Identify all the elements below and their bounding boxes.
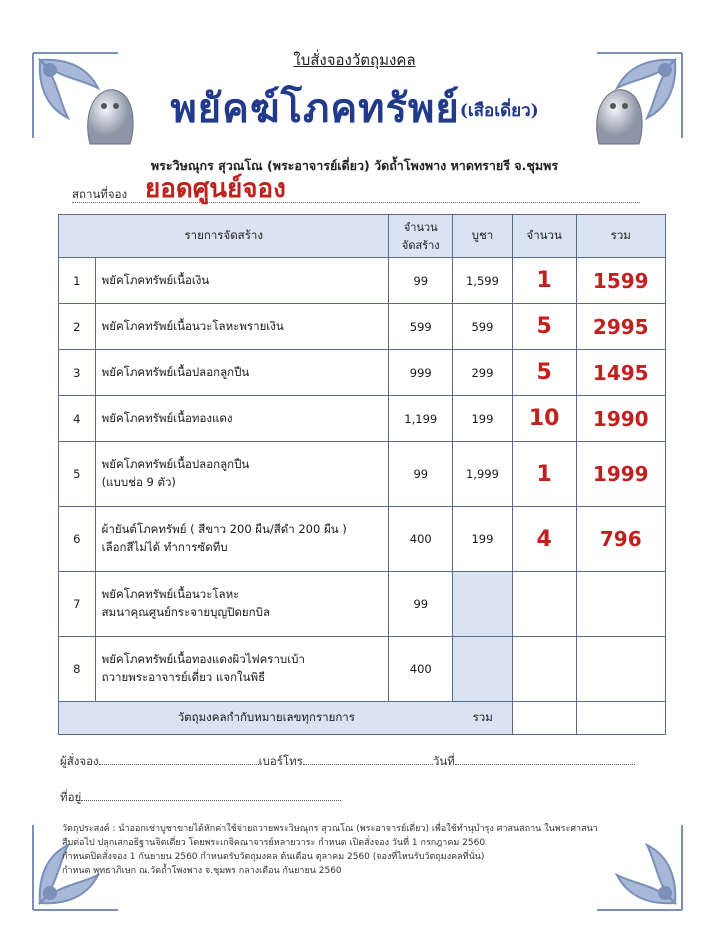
row-total[interactable]: 1495 [576, 350, 665, 396]
form-subtitle: ใบสั่งจองวัตถุมงคล [293, 51, 416, 69]
notes-block [62, 822, 662, 878]
title-paren: (เสือเดี่ยว) [459, 101, 539, 121]
address-line [60, 788, 341, 807]
row-total[interactable]: 1990 [576, 396, 665, 442]
row-total[interactable]: 796 [576, 507, 665, 572]
row-qty-made: 999 [389, 350, 453, 396]
footer-sum-count[interactable] [512, 702, 576, 735]
row-item-name: ผ้ายันต์โภคทรัพย์ ( สีขาว 200 ผืน/สีดำ 200 ผืน ) เลือกสีไม่ได้ ทำการซัดทีบ [95, 507, 389, 572]
row-item-name: พยัคโภคทรัพย์เนื้อนวะโลหะพรายเงิน [95, 304, 389, 350]
table-row [59, 258, 666, 304]
table-row [59, 304, 666, 350]
header-total: รวม [576, 215, 665, 258]
order-table [58, 214, 666, 735]
footer-sum-total[interactable] [576, 702, 665, 735]
address-field[interactable] [81, 788, 341, 801]
header-price: บูชา [453, 215, 513, 258]
notes-line: กำหนดปิดสั่งจอง 1 กันยายน 2560 กำหนดรับวัตถุมงคล ต้นเดือน ตุลาคม 2560 (จองที่ไหนรับวัตถุมงคลที่นั่น) [62, 852, 485, 862]
row-number: 8 [59, 637, 96, 702]
row-qty-made: 99 [389, 572, 453, 637]
row-total[interactable]: 1599 [576, 258, 665, 304]
row-price: 199 [453, 507, 513, 572]
row-number: 7 [59, 572, 96, 637]
row-number: 1 [59, 258, 96, 304]
table-row [59, 350, 666, 396]
row-count[interactable]: 5 [512, 304, 576, 350]
row-price [453, 572, 513, 637]
row-total[interactable] [576, 572, 665, 637]
row-price: 299 [453, 350, 513, 396]
orderer-label: ผู้สั่งจอง [60, 754, 99, 768]
orderer-line [60, 752, 635, 771]
row-price [453, 637, 513, 702]
temple-line: พระวิษณุกร สุวณโณ (พระอาจารย์เดี่ยว) วัดถ้ำโพงพาง หาดทรายรี จ.ชุมพร [150, 158, 559, 173]
row-qty-made: 1,199 [389, 396, 453, 442]
orderer-field[interactable] [99, 752, 259, 765]
header-qty-made: จำนวน จัดสร้าง [389, 215, 453, 258]
row-price: 599 [453, 304, 513, 350]
title-main: พยัคฆ์โภคทรัพย์ [170, 85, 460, 132]
header-item: รายการจัดสร้าง [59, 215, 389, 258]
row-item-name: พยัคโภคทรัพย์เนื้อปลอกลูกปืน (แบบช่อ 9 ตัว) [95, 442, 389, 507]
table-row [59, 396, 666, 442]
row-price: 1,999 [453, 442, 513, 507]
row-count[interactable]: 1 [512, 442, 576, 507]
row-total[interactable]: 2995 [576, 304, 665, 350]
row-count[interactable] [512, 572, 576, 637]
phone-label: เบอร์โทร [258, 754, 303, 768]
row-number: 3 [59, 350, 96, 396]
row-total[interactable] [576, 637, 665, 702]
table-row [59, 442, 666, 507]
row-number: 2 [59, 304, 96, 350]
table-row [59, 637, 666, 702]
row-qty-made: 599 [389, 304, 453, 350]
row-item-name: พยัคโภคทรัพย์เนื้อทองแดง [95, 396, 389, 442]
notes-line: วัตถุประสงค์ : นำออกเช่าบูชาขายได้หักค่าใช้จ่ายถวายพระวิษณุกร สุวณโณ (พระอาจารย์เดี่ยว) เพื่อใช้ทำนุบำรุง ศาสนสถาน ในพระศาสนา [62, 824, 598, 834]
row-qty-made: 400 [389, 507, 453, 572]
header-count: จำนวน [512, 215, 576, 258]
row-count[interactable]: 10 [512, 396, 576, 442]
row-total[interactable]: 1999 [576, 442, 665, 507]
row-price: 1,599 [453, 258, 513, 304]
row-qty-made: 99 [389, 258, 453, 304]
address-label: ที่อยู่ [60, 790, 82, 804]
phone-field[interactable] [303, 752, 433, 765]
footer-sum-label: รวม [472, 710, 493, 724]
row-count[interactable] [512, 637, 576, 702]
row-item-name: พยัคโภคทรัพย์เนื้อทองแดงผิวไฟคราบเบ้า ถวายพระอาจารย์เดี่ยว แจกในพิธี [95, 637, 389, 702]
table-row [59, 572, 666, 637]
row-item-name: พยัคโภคทรัพย์เนื้อเงิน [95, 258, 389, 304]
date-field[interactable] [455, 752, 635, 765]
row-count[interactable]: 5 [512, 350, 576, 396]
row-qty-made: 99 [389, 442, 453, 507]
table-header-row [59, 215, 666, 258]
place-label: สถานที่จอง [72, 187, 128, 201]
notes-line: สืบต่อไป ปลุกเสกอธิฐานจิตเดี่ยว โดยพระเกจิคณาจารย์หลายวาระ กำหนด เปิดสั่งจอง วันที่ 1 กรกฎาคม 2560 [62, 838, 486, 848]
table-footer-row [59, 702, 666, 735]
notes-line: กำหนด พุทธาภิเษก ณ.วัดถ้ำโพงพาง จ.ชุมพร กลางเดือน กันยายน 2560 [62, 866, 342, 876]
date-label: วันที่ [432, 754, 455, 768]
row-item-name: พยัคโภคทรัพย์เนื้อปลอกลูกปืน [95, 350, 389, 396]
row-number: 4 [59, 396, 96, 442]
page-title [0, 76, 709, 140]
row-qty-made: 400 [389, 637, 453, 702]
row-number: 6 [59, 507, 96, 572]
footer-label: วัตถุมงคลกำกับหมายเลขทุกรายการ รวม [59, 702, 513, 735]
table-row [59, 507, 666, 572]
row-price: 199 [453, 396, 513, 442]
row-item-name: พยัคโภคทรัพย์เนื้อนวะโลหะ สมนาคุณศูนย์กระจายบุญปิดยกบิล [95, 572, 389, 637]
row-count[interactable]: 4 [512, 507, 576, 572]
place-value: ยอดศูนย์จอง [145, 174, 286, 204]
row-number: 5 [59, 442, 96, 507]
row-count[interactable]: 1 [512, 258, 576, 304]
